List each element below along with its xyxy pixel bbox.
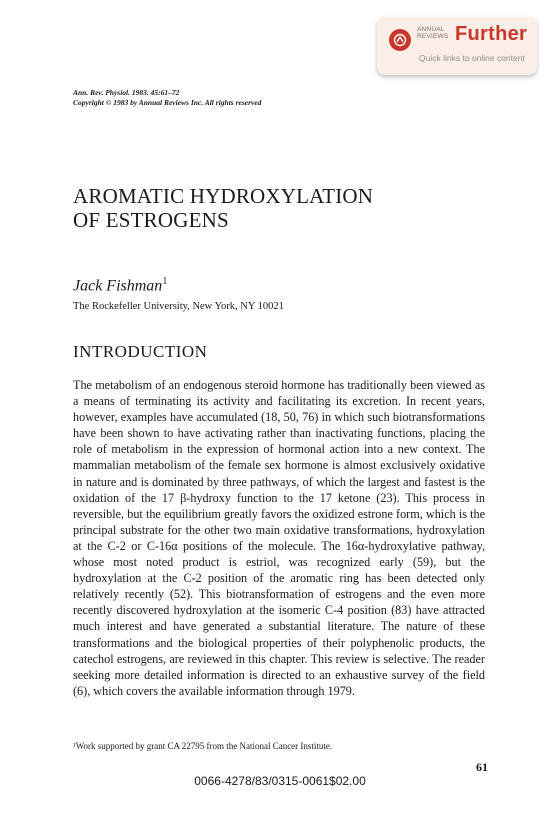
- badge-further-label: Further: [455, 23, 528, 45]
- body-paragraph: The metabolism of an endogenous steroid hormone has traditionally been viewed as a means of terminating its activity and facilitating its excretion. In recent years, however, examples have accumulated (18, 50, 76) in which such biotransformations have been shown to have activating rather than inactivating functions, placing the role of metabolism in the expression of hormonal action into a new context. The mammalian metabolism of the female sex hormone is almost exclusively oxidative in nature and is dominated by three pathways, of which the largest and fastest is the oxidation of the 17 β-hydroxy function to the 17 ketone (23). This process in reversible, but the equilibrium greatly favors the oxidized estrone form, which is the principal substrate for the other two main oxidative transformations, hydroxylation at the C-2 or C-16α positions of the molecule. The 16α-hydroxylative pathway, whose most noted product is estriol, was recognized early (59), but the hydroxylation at the C-2 position of the aromatic ring has been detected only relatively recently (52). This biotransformation of estrogens and the even more recently discovered hydroxylation at the isomeric C-4 position (83) have attracted much interest and have generated a substantial literature. The nature of these transformations and the biological properties of their polyphenolic products, the catechol estrogens, are reviewed in this chapter. This review is selective. The reader seeking more detailed information is directed to an exhaustive survey of the field (6), which covers the available information through 1979.: [73, 378, 485, 698]
- section-heading: INTRODUCTION: [73, 342, 208, 361]
- footnote: ¹Work supported by grant CA 22795 from the National Cancer Institute.: [73, 741, 333, 751]
- badge-annual-reviews-label: ANNUAL REVIEWS: [417, 26, 449, 40]
- citation-line: Ann. Rev. Physiol. 1983. 45:61–72: [73, 88, 180, 97]
- author-name: Jack Fishman$^1$: [73, 276, 168, 295]
- copyright-line: Copyright © 1983 by Annual Reviews Inc. All rights reserved: [73, 98, 262, 107]
- annual-reviews-further-badge[interactable]: [377, 17, 537, 75]
- badge-subtitle: Quick links to online content: [419, 53, 525, 63]
- author-affiliation: The Rockefeller University, New York, NY 10021: [73, 301, 284, 312]
- article-title: AROMATIC HYDROXYLATION OF ESTROGENS: [73, 184, 374, 232]
- journal-citation: [73, 88, 261, 108]
- author-footnote-mark: 1: [162, 276, 168, 287]
- page-number: 61: [476, 760, 488, 774]
- article-code: 0066-4278/83/0315-0061$02.00: [194, 774, 366, 788]
- annual-reviews-logo-icon: [389, 29, 411, 51]
